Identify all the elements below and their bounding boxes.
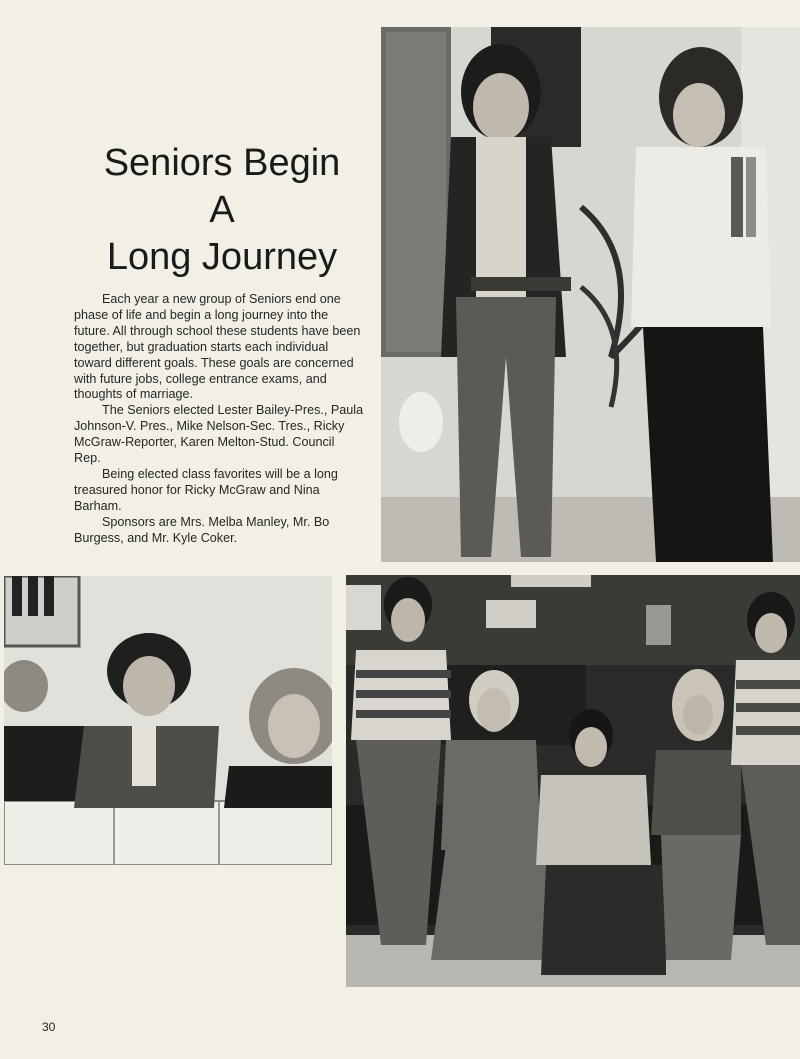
title-line-3: Long Journey <box>106 236 338 278</box>
photo-sponsors <box>4 576 332 865</box>
paragraph-intro: Each year a new group of Seniors end one phase of life and begin a long journey into the future. All through school these students have been together, but graduation starts each individual toward different goals. These goals are concerned with future jobs, college entrance exams, and thoughts of marriage. <box>74 292 361 402</box>
title-line-2: A <box>209 189 235 231</box>
photo-class-officers <box>346 575 800 987</box>
paragraph-favorites: Being elected class favorites will be a long treasured honor for Ricky McGraw and Nina Barham. <box>74 466 338 513</box>
page-number: 30 <box>42 1020 56 1034</box>
page-title <box>72 140 372 281</box>
photo-class-favorites <box>381 27 800 562</box>
paragraph-officers: The Seniors elected Lester Bailey-Pres., Paula Johnson-V. Pres., Mike Nelson-Sec. Tres., Ricky McGraw-Reporter, Karen Melton-Stud. Council Rep. <box>74 403 364 466</box>
article-body <box>74 292 364 547</box>
title-line-1: Seniors Begin <box>103 142 341 184</box>
paragraph-sponsors: Sponsors are Mrs. Melba Manley, Mr. Bo Burgess, and Mr. Kyle Coker. <box>74 514 330 545</box>
